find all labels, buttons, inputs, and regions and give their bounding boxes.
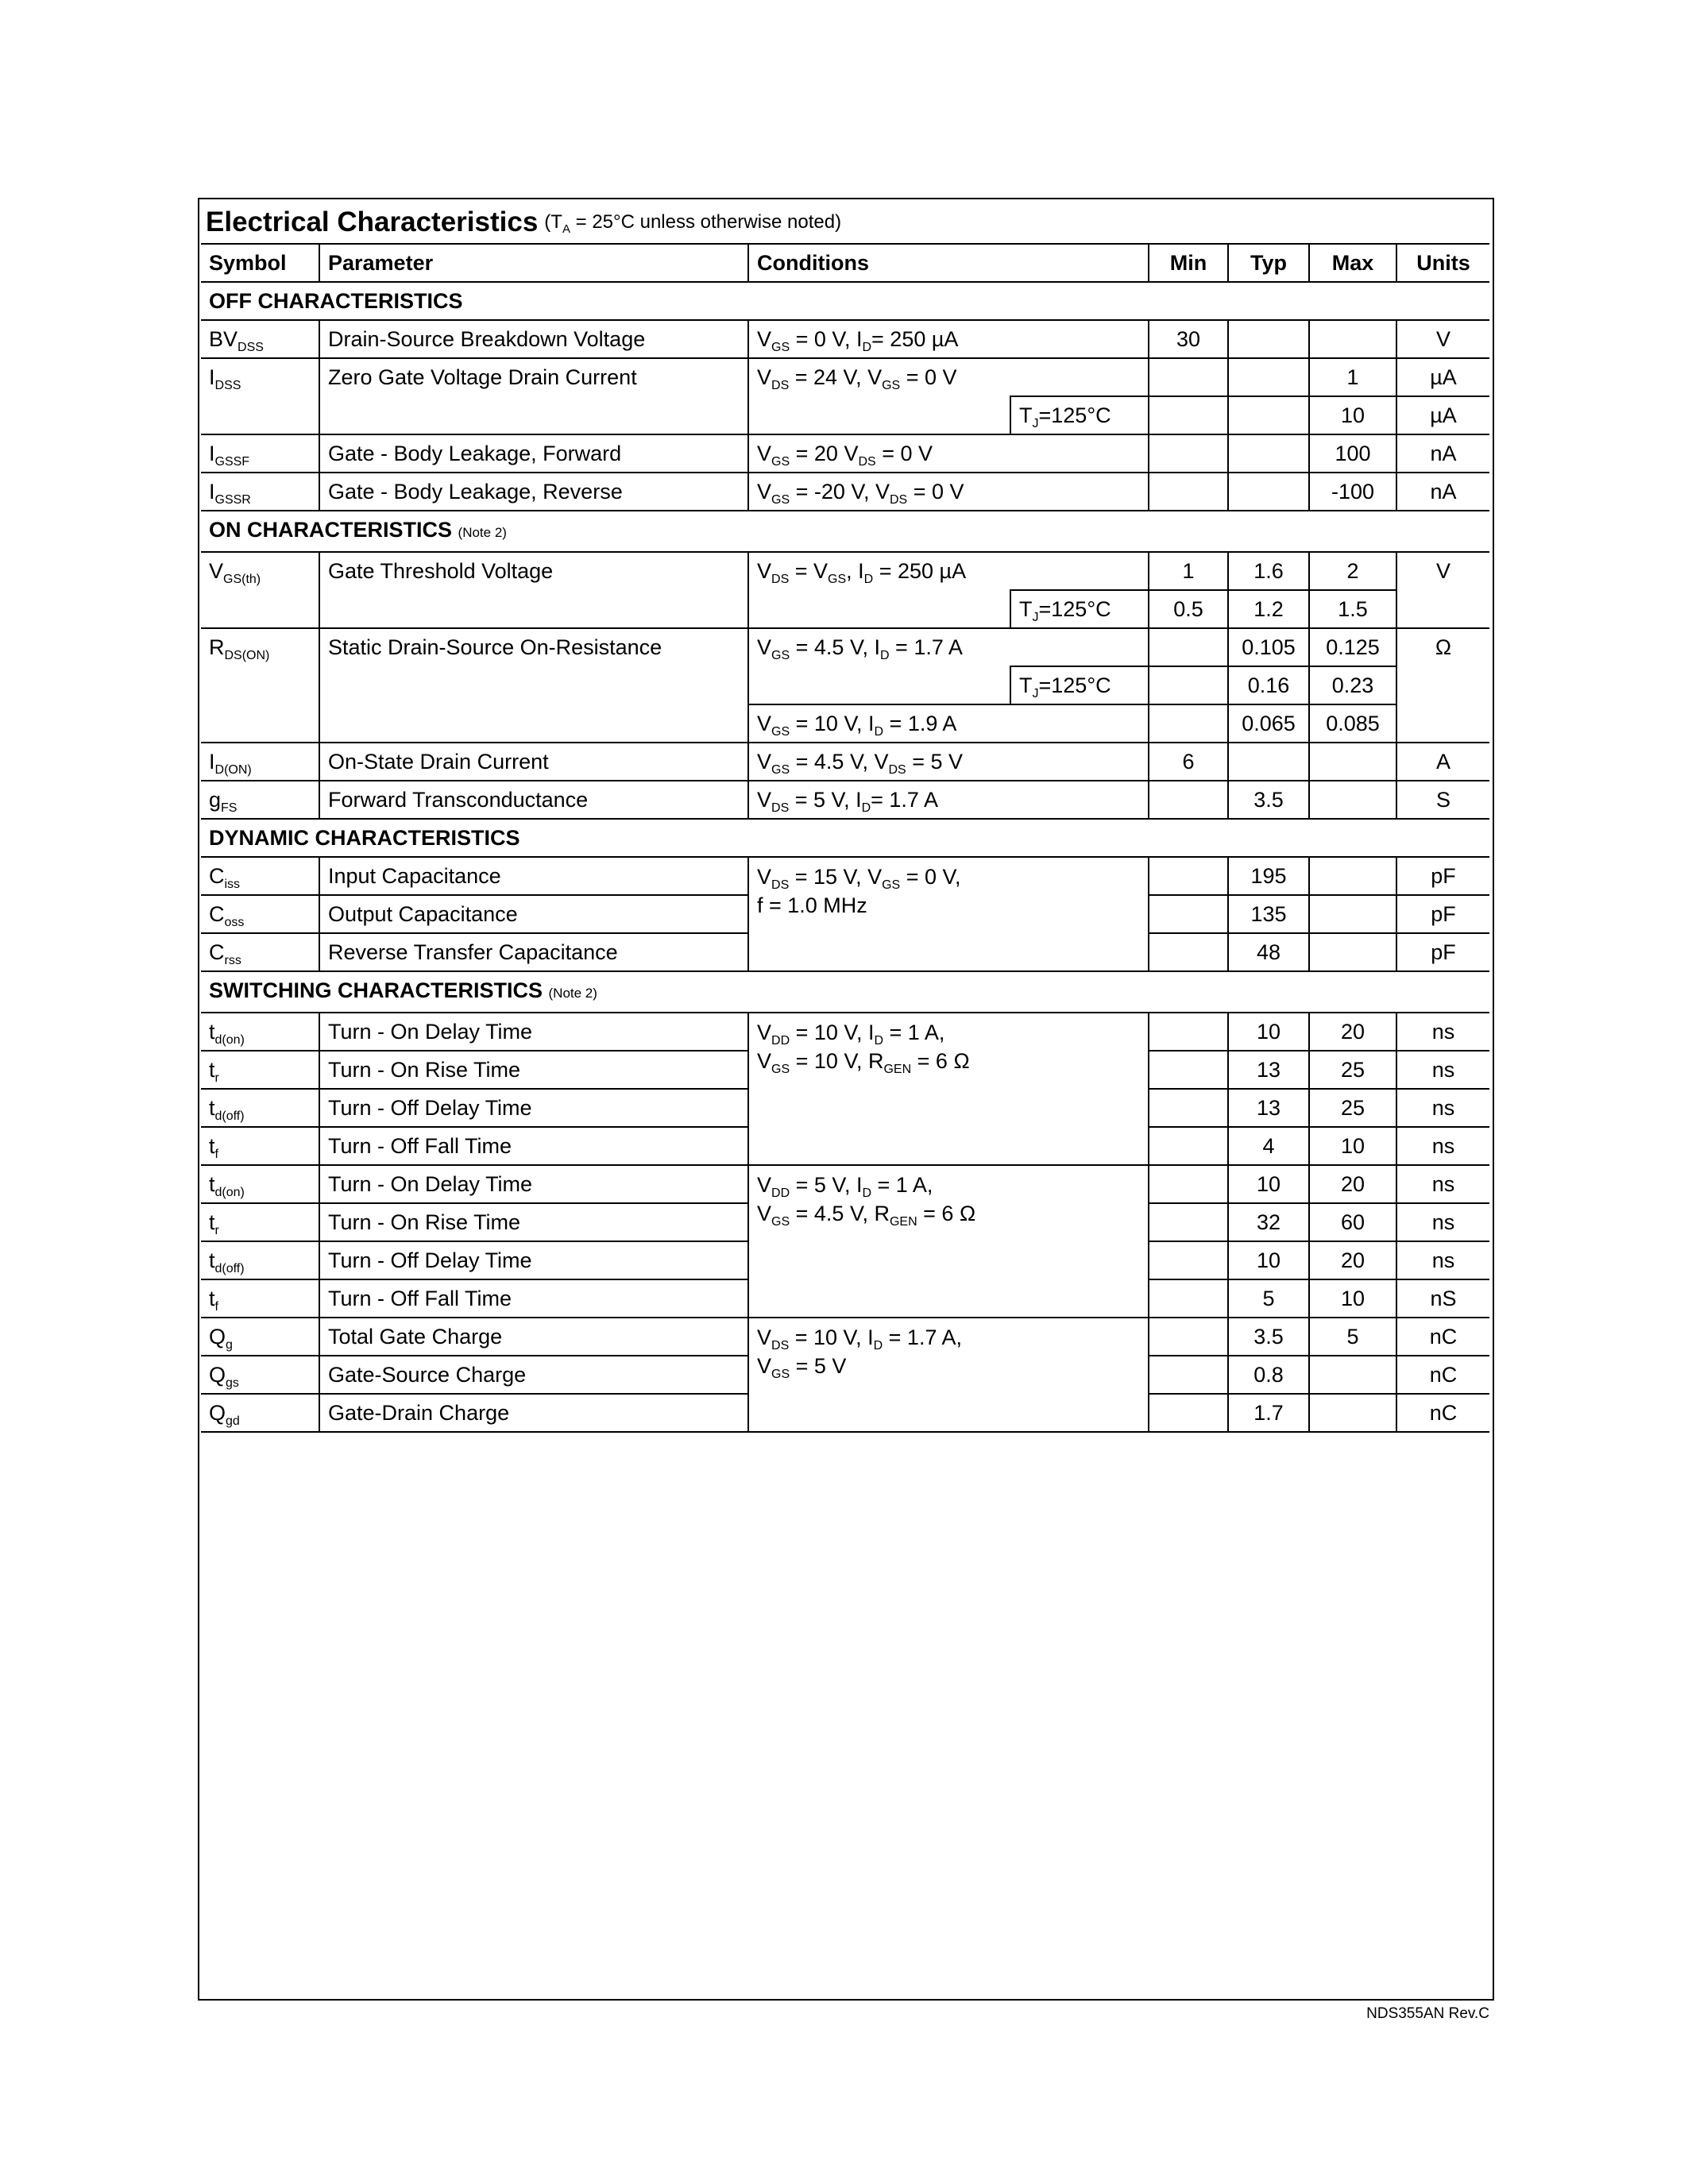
min-cell xyxy=(1149,473,1228,511)
symbol-cell: $V_{GS(th)}$ xyxy=(201,552,319,628)
title-note: ($T_A = 25^\circ C$ unless otherwise noted) xyxy=(544,211,842,236)
header-conditions: Conditions xyxy=(748,244,1149,282)
conditions-cell: $V_{GS} = 10$ V, $I_D = 1.9$ A xyxy=(748,704,1149,743)
symbol-cell: $g_{FS}$ xyxy=(209,788,238,815)
min-cell xyxy=(1149,1394,1228,1432)
max-cell: 10 xyxy=(1309,1127,1396,1165)
table-row xyxy=(201,1165,1489,1203)
conditions-cell: $V_{DS} = 5$ V, $I_D= 1.7$ A xyxy=(748,781,1149,819)
parameter-cell: Turn - Off Delay Time xyxy=(319,1241,748,1279)
typ-cell xyxy=(1228,320,1309,358)
conditions-cell: $V_{DS} = 24$ V, $V_{GS} = 0$ V xyxy=(748,358,1149,396)
units-cell: ns xyxy=(1396,1241,1489,1279)
max-cell xyxy=(1309,320,1396,358)
section-switching: SWITCHING CHARACTERISTICS (Note 2) xyxy=(201,971,1489,1013)
min-cell xyxy=(1149,1013,1228,1051)
max-cell xyxy=(1309,1356,1396,1394)
conditions-cell: $V_{DS} = 15$ V, $V_{GS} = 0$ V, f = 1.0 MHz xyxy=(748,857,1149,971)
section-off: OFF CHARACTERISTICS xyxy=(201,282,1489,320)
units-cell: pF xyxy=(1396,895,1489,933)
typ-cell: 135 xyxy=(1228,895,1309,933)
units-cell: ns xyxy=(1396,1203,1489,1241)
header-typ: Typ xyxy=(1228,244,1309,282)
min-cell: 6 xyxy=(1149,743,1228,781)
conditions-cell: $V_{DD} = 10$ V, $I_D = 1$ A, $V_{GS} = 10$ V, $R_{GEN} = 6$ Ω xyxy=(748,1013,1149,1165)
max-cell: 60 xyxy=(1309,1203,1396,1241)
symbol-cell: $Q_{gd}$ xyxy=(209,1401,240,1428)
min-cell xyxy=(1149,1127,1228,1165)
symbol-cell: $C_{oss}$ xyxy=(209,902,245,929)
min-cell xyxy=(1149,1356,1228,1394)
tj-cell: $T_J=125^\circ C$ xyxy=(1010,666,1149,704)
header-symbol: Symbol xyxy=(201,244,319,282)
min-cell xyxy=(1149,1089,1228,1127)
conditions-blank xyxy=(748,590,1010,628)
max-cell: 2 xyxy=(1309,552,1396,590)
min-cell xyxy=(1149,1203,1228,1241)
tj-cell: $T_J=125^\circ C$ xyxy=(1010,396,1149,434)
typ-cell: 10 xyxy=(1228,1241,1309,1279)
max-cell: 0.085 xyxy=(1309,704,1396,743)
typ-cell: 1.2 xyxy=(1228,590,1309,628)
conditions-cell: $V_{DS} = 10$ V, $I_D = 1.7$ A, $V_{GS} = 5$ V xyxy=(748,1318,1149,1432)
table-title xyxy=(206,202,1485,243)
max-cell xyxy=(1309,857,1396,895)
units-cell: Ω xyxy=(1396,628,1489,743)
conditions-cell: $V_{GS} = 4.5$ V, $I_D = 1.7$ A xyxy=(748,628,1149,666)
parameter-cell: Output Capacitance xyxy=(319,895,748,933)
min-cell xyxy=(1149,396,1228,434)
max-cell xyxy=(1309,743,1396,781)
electrical-characteristics-table xyxy=(201,243,1489,1433)
units-cell: ns xyxy=(1396,1051,1489,1089)
symbol-cell: $t_f$ xyxy=(209,1287,218,1314)
conditions-cell: $V_{DD} = 5$ V, $I_D = 1$ A, $V_{GS} = 4.5$ V, $R_{GEN} = 6$ Ω xyxy=(748,1165,1149,1318)
units-cell: V xyxy=(1396,552,1489,628)
min-cell xyxy=(1149,1318,1228,1356)
typ-cell: 0.065 xyxy=(1228,704,1309,743)
parameter-cell: Input Capacitance xyxy=(319,857,748,895)
min-cell xyxy=(1149,628,1228,666)
units-cell: µA xyxy=(1396,396,1489,434)
typ-cell: 0.16 xyxy=(1228,666,1309,704)
typ-cell: 4 xyxy=(1228,1127,1309,1165)
symbol-cell: $BV_{DSS}$ xyxy=(209,327,264,354)
typ-cell: 13 xyxy=(1228,1051,1309,1089)
min-cell xyxy=(1149,358,1228,396)
parameter-cell: Total Gate Charge xyxy=(319,1318,748,1356)
typ-cell: 195 xyxy=(1228,857,1309,895)
max-cell: 1.5 xyxy=(1309,590,1396,628)
typ-cell: 10 xyxy=(1228,1013,1309,1051)
typ-cell xyxy=(1228,473,1309,511)
header-min: Min xyxy=(1149,244,1228,282)
typ-cell xyxy=(1228,743,1309,781)
parameter-cell: Gate - Body Leakage, Reverse xyxy=(319,473,748,511)
units-cell: nA xyxy=(1396,473,1489,511)
typ-cell: 48 xyxy=(1228,933,1309,971)
parameter-cell: Turn - On Rise Time xyxy=(319,1051,748,1089)
min-cell xyxy=(1149,704,1228,743)
max-cell: 20 xyxy=(1309,1165,1396,1203)
table-row xyxy=(201,1013,1489,1051)
min-cell xyxy=(1149,933,1228,971)
header-max: Max xyxy=(1309,244,1396,282)
units-cell: ns xyxy=(1396,1089,1489,1127)
max-cell: 0.23 xyxy=(1309,666,1396,704)
symbol-cell: $I_{GSSR}$ xyxy=(209,480,251,507)
symbol-cell: $C_{rss}$ xyxy=(209,940,241,967)
table-row xyxy=(201,743,1489,781)
min-cell xyxy=(1149,895,1228,933)
min-cell: 0.5 xyxy=(1149,590,1228,628)
symbol-cell: $Q_g$ xyxy=(209,1325,233,1352)
parameter-cell: Gate-Drain Charge xyxy=(319,1394,748,1432)
parameter-cell: Drain-Source Breakdown Voltage xyxy=(319,320,748,358)
title-main: Electrical Characteristics xyxy=(206,206,539,237)
conditions-cell: $V_{GS} = 4.5$ V, $V_{DS} = 5$ V xyxy=(748,743,1149,781)
typ-cell: 5 xyxy=(1228,1279,1309,1318)
typ-cell: 13 xyxy=(1228,1089,1309,1127)
section-dynamic: DYNAMIC CHARACTERISTICS xyxy=(201,819,1489,857)
units-cell: ns xyxy=(1396,1127,1489,1165)
max-cell: -100 xyxy=(1309,473,1396,511)
min-cell xyxy=(1149,434,1228,473)
min-cell xyxy=(1149,666,1228,704)
table-row xyxy=(201,434,1489,473)
units-cell: nC xyxy=(1396,1394,1489,1432)
max-cell: 10 xyxy=(1309,1279,1396,1318)
units-cell: V xyxy=(1396,320,1489,358)
max-cell: 0.125 xyxy=(1309,628,1396,666)
conditions-cell: $V_{DS} = V_{GS}$, $I_D = 250$ µA xyxy=(748,552,1149,590)
min-cell xyxy=(1149,857,1228,895)
conditions-blank xyxy=(748,666,1010,704)
table-row xyxy=(201,857,1489,895)
max-cell: 20 xyxy=(1309,1013,1396,1051)
max-cell xyxy=(1309,933,1396,971)
table-row xyxy=(201,473,1489,511)
min-cell xyxy=(1149,1051,1228,1089)
header-units: Units xyxy=(1396,244,1489,282)
parameter-cell: Turn - On Delay Time xyxy=(319,1013,748,1051)
max-cell: 25 xyxy=(1309,1051,1396,1089)
conditions-blank xyxy=(748,396,1010,434)
typ-cell: 1.7 xyxy=(1228,1394,1309,1432)
parameter-cell: Forward Transconductance xyxy=(319,781,748,819)
conditions-cell: $V_{GS} = 0$ V, $I_D= 250$ µA xyxy=(748,320,1149,358)
typ-cell: 0.8 xyxy=(1228,1356,1309,1394)
min-cell: 30 xyxy=(1149,320,1228,358)
units-cell: pF xyxy=(1396,933,1489,971)
symbol-cell: $t_{d(off)}$ xyxy=(209,1096,245,1123)
max-cell xyxy=(1309,895,1396,933)
document-revision: NDS355AN Rev.C xyxy=(1366,2005,1489,2022)
min-cell: 1 xyxy=(1149,552,1228,590)
parameter-cell: Gate Threshold Voltage xyxy=(319,552,748,628)
parameter-cell: Turn - Off Fall Time xyxy=(319,1127,748,1165)
parameter-cell: Gate - Body Leakage, Forward xyxy=(319,434,748,473)
units-cell: nA xyxy=(1396,434,1489,473)
max-cell xyxy=(1309,1394,1396,1432)
table-row xyxy=(201,1318,1489,1356)
min-cell xyxy=(1149,1165,1228,1203)
units-cell: nC xyxy=(1396,1318,1489,1356)
symbol-cell: $t_{d(on)}$ xyxy=(209,1172,245,1199)
table-row xyxy=(201,781,1489,819)
parameter-cell: Turn - Off Delay Time xyxy=(319,1089,748,1127)
conditions-cell: $V_{GS} = 20$ $V_{DS} = 0$ V xyxy=(748,434,1149,473)
typ-cell xyxy=(1228,434,1309,473)
max-cell xyxy=(1309,781,1396,819)
symbol-cell: $t_r$ xyxy=(209,1058,219,1085)
max-cell: 20 xyxy=(1309,1241,1396,1279)
typ-cell: 3.5 xyxy=(1228,1318,1309,1356)
conditions-cell: $V_{GS} = -20$ V, $V_{DS} = 0$ V xyxy=(748,473,1149,511)
max-cell: 25 xyxy=(1309,1089,1396,1127)
typ-cell: 1.6 xyxy=(1228,552,1309,590)
typ-cell: 32 xyxy=(1228,1203,1309,1241)
parameter-cell: Static Drain-Source On-Resistance xyxy=(319,628,748,743)
units-cell: nC xyxy=(1396,1356,1489,1394)
header-parameter: Parameter xyxy=(319,244,748,282)
parameter-cell: Turn - On Rise Time xyxy=(319,1203,748,1241)
typ-cell: 10 xyxy=(1228,1165,1309,1203)
symbol-cell: $Q_{gs}$ xyxy=(209,1363,239,1390)
symbol-cell: $t_r$ xyxy=(209,1210,219,1237)
max-cell: 5 xyxy=(1309,1318,1396,1356)
typ-cell: 0.105 xyxy=(1228,628,1309,666)
units-cell: ns xyxy=(1396,1013,1489,1051)
symbol-cell: $I_{GSSF}$ xyxy=(209,442,250,469)
parameter-cell: Gate-Source Charge xyxy=(319,1356,748,1394)
symbol-cell: $t_f$ xyxy=(209,1134,218,1161)
max-cell: 100 xyxy=(1309,434,1396,473)
table-row xyxy=(201,358,1489,396)
min-cell xyxy=(1149,1241,1228,1279)
parameter-cell: Zero Gate Voltage Drain Current xyxy=(319,358,748,434)
units-cell: µA xyxy=(1396,358,1489,396)
min-cell xyxy=(1149,781,1228,819)
max-cell: 1 xyxy=(1309,358,1396,396)
units-cell: S xyxy=(1396,781,1489,819)
parameter-cell: Turn - On Delay Time xyxy=(319,1165,748,1203)
tj-cell: $T_J=125^\circ C$ xyxy=(1010,590,1149,628)
typ-cell xyxy=(1228,358,1309,396)
parameter-cell: Reverse Transfer Capacitance xyxy=(319,933,748,971)
parameter-cell: Turn - Off Fall Time xyxy=(319,1279,748,1318)
units-cell: A xyxy=(1396,743,1489,781)
typ-cell: 3.5 xyxy=(1228,781,1309,819)
units-cell: pF xyxy=(1396,857,1489,895)
min-cell xyxy=(1149,1279,1228,1318)
symbol-cell: $t_{d(on)}$ xyxy=(209,1020,245,1047)
symbol-cell: $I_{DSS}$ xyxy=(201,358,319,434)
table-row xyxy=(201,320,1489,358)
max-cell: 10 xyxy=(1309,396,1396,434)
units-cell: ns xyxy=(1396,1165,1489,1203)
table-row xyxy=(201,628,1489,666)
symbol-cell: $R_{DS(ON)}$ xyxy=(201,628,319,743)
symbol-cell: $t_{d(off)}$ xyxy=(209,1248,245,1275)
units-cell: nS xyxy=(1396,1279,1489,1318)
symbol-cell: $C_{iss}$ xyxy=(209,864,241,891)
typ-cell xyxy=(1228,396,1309,434)
symbol-cell: $I_{D(ON)}$ xyxy=(209,750,252,777)
table-row xyxy=(201,552,1489,590)
section-on: ON CHARACTERISTICS (Note 2) xyxy=(201,511,1489,552)
parameter-cell: On-State Drain Current xyxy=(319,743,748,781)
header-row xyxy=(201,244,1489,282)
